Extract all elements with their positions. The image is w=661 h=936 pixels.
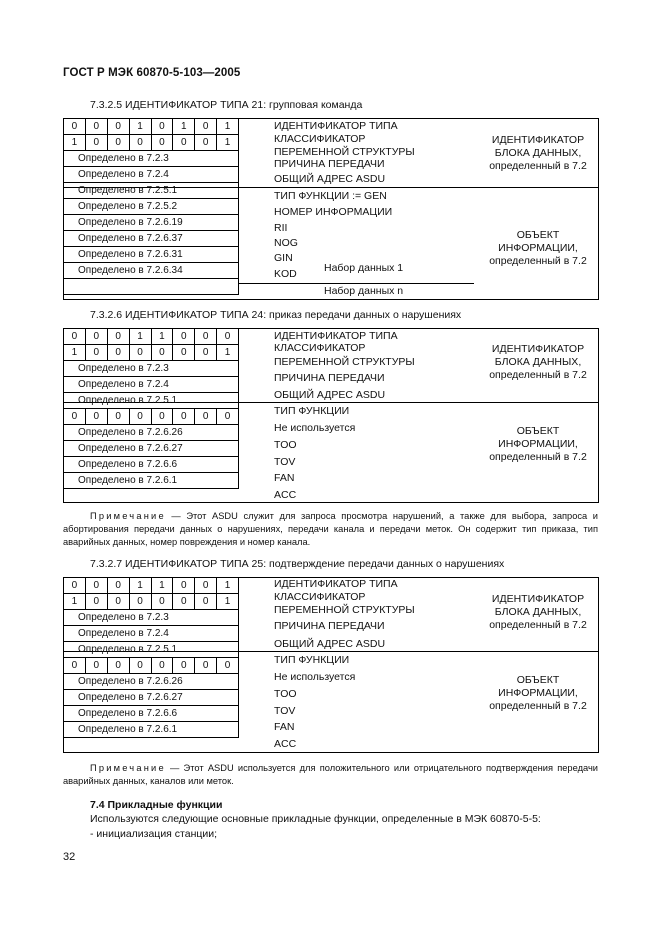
field-label: ТИП ФУНКЦИИ [274,405,350,417]
note-text: — Этот ASDU используется для положительного или отрицательного подтверждения передачи аварийных данных, каналов или меток. [63,763,598,786]
field-label: КЛАССИФИКАТОР [274,591,366,603]
bit-cell: 1 [173,119,195,135]
body-text: Используются следующие основные прикладные функции, определенные в МЭК 60870-5-5: [90,813,541,825]
ref-cell: Определено в 7.2.5.1 [64,642,239,658]
note-text: — Этот ASDU служит для запроса просмотра нарушений, а также для выбора, запроса и абортирования передачи данных о нарушениях, передачи канала и передачи меток. Он содержит тип приказа, тип аварийных данных, номер повреждения и номер канала. [63,511,598,547]
field-label: ОБЩИЙ АДРЕС ASDU [274,638,386,650]
ref-cell: Определено в 7.2.6.37 [64,231,239,247]
bit-table [63,118,239,295]
bit-cell: 0 [173,345,195,361]
ref-cell: Определено в 7.2.3 [64,151,239,167]
field-label: КЛАССИФИКАТОР [274,133,366,145]
bit-cell: 0 [64,329,86,345]
field-label: Не используется [274,671,356,683]
right-text: ОБЪЕКТ [516,229,560,241]
bit-cell: 0 [195,409,217,425]
right-text: определенный в 7.2 [489,619,587,631]
field-label: TOV [274,705,296,717]
bit-cell: 1 [129,329,151,345]
ref-cell: Определено в 7.2.6.6 [64,457,239,473]
right-text: определенный в 7.2 [489,255,587,267]
bit-cell: 0 [173,658,195,674]
ref-cell: Определено в 7.2.6.34 [64,263,239,279]
bit-cell: 0 [173,329,195,345]
field-label: ОБЩИЙ АДРЕС ASDU [274,389,386,401]
field-label: ПЕРЕМЕННОЙ СТРУКТУРЫ [274,146,415,158]
ref-cell: Определено в 7.2.5.1 [64,393,239,409]
bit-cell: 0 [195,119,217,135]
bit-cell: 0 [195,345,217,361]
dataset-label: Набор данных 1 [324,262,404,274]
note-label: Примечание [90,511,166,521]
right-text: ИДЕНТИФИКАТОР [491,343,585,355]
bit-cell: 0 [151,345,173,361]
bit-cell: 0 [85,135,107,151]
right-text: определенный в 7.2 [489,160,587,172]
bit-cell: 0 [107,135,129,151]
right-text: определенный в 7.2 [489,369,587,381]
bit-cell: 0 [173,594,195,610]
bit-cell: 1 [151,329,173,345]
bit-cell: 1 [217,345,239,361]
bit-cell: 0 [129,594,151,610]
bit-cell: 1 [64,135,86,151]
body-text: - инициализация станции; [90,828,218,840]
bit-cell: 0 [107,658,129,674]
bit-cell: 0 [151,594,173,610]
ref-cell: Определено в 7.2.6.27 [64,441,239,457]
right-text: ИНФОРМАЦИИ, [498,687,578,699]
field-label: ИДЕНТИФИКАТОР ТИПА [274,330,398,342]
ref-cell: Определено в 7.2.6.27 [64,690,239,706]
bit-cell: 0 [129,658,151,674]
dataset-label: Набор данных n [324,285,404,297]
bit-table [63,577,239,738]
bit-cell: 1 [217,578,239,594]
bit-cell: 0 [85,594,107,610]
field-label: КЛАССИФИКАТОР [274,342,366,354]
ref-cell: Определено в 7.2.5.2 [64,199,239,215]
field-label: ACC [274,738,297,750]
section-title-7-3-2-7: 7.3.2.7 ИДЕНТИФИКАТОР ТИПА 25: подтверждение передачи данных о нарушениях [90,558,505,570]
field-label: GIN [274,252,293,264]
section-title-7-4: 7.4 Прикладные функции [90,799,223,811]
field-label: TOO [274,688,297,700]
field-label: ACC [274,489,297,501]
bit-cell: 0 [173,578,195,594]
right-text: ИДЕНТИФИКАТОР [491,134,585,146]
information-object-note [478,674,598,713]
right-text: ИДЕНТИФИКАТОР [491,593,585,605]
ref-cell: Определено в 7.2.6.26 [64,425,239,441]
bit-cell: 0 [129,345,151,361]
bit-cell: 0 [107,578,129,594]
field-label: ПЕРЕМЕННОЙ СТРУКТУРЫ [274,604,415,616]
bit-cell: 0 [64,658,86,674]
bit-cell: 0 [195,135,217,151]
bit-cell: 0 [85,329,107,345]
ref-cell: Определено в 7.2.6.1 [64,473,239,489]
section-title-7-3-2-6: 7.3.2.6 ИДЕНТИФИКАТОР ТИПА 24: приказ передачи данных о нарушениях [90,309,462,321]
divider [238,283,474,284]
ref-cell: Определено в 7.2.6.19 [64,215,239,231]
bit-cell: 1 [129,578,151,594]
bit-table [63,328,239,489]
field-label: ПРИЧИНА ПЕРЕДАЧИ [274,372,385,384]
bit-cell: 0 [195,578,217,594]
field-label: ТИП ФУНКЦИИ := GEN [274,190,387,202]
field-label: ПЕРЕМЕННОЙ СТРУКТУРЫ [274,356,415,368]
data-unit-identifier-note [478,593,598,632]
field-label: TOO [274,439,297,451]
bit-cell: 1 [217,135,239,151]
page-number: 32 [63,851,76,863]
note-paragraph [63,762,598,788]
empty-cell [64,279,239,295]
bit-cell: 0 [195,329,217,345]
bit-cell: 1 [129,119,151,135]
bit-cell: 0 [129,135,151,151]
bit-cell: 1 [217,594,239,610]
right-text: определенный в 7.2 [489,451,587,463]
bit-cell: 1 [64,345,86,361]
bit-cell: 0 [107,594,129,610]
field-label: ПРИЧИНА ПЕРЕДАЧИ [274,620,385,632]
field-label: ИДЕНТИФИКАТОР ТИПА [274,578,398,590]
bit-cell: 0 [85,658,107,674]
bit-cell: 0 [129,409,151,425]
note-label: Примечание [90,763,166,773]
ref-cell: Определено в 7.2.4 [64,167,239,183]
bit-cell: 0 [64,578,86,594]
right-text: ИНФОРМАЦИИ, [498,242,578,254]
bit-cell: 0 [151,119,173,135]
information-object-note [478,425,598,464]
right-text: ОБЪЕКТ [516,425,560,437]
bit-cell: 0 [64,409,86,425]
field-label: ИДЕНТИФИКАТОР ТИПА [274,120,398,132]
bit-cell: 0 [151,409,173,425]
ref-cell: Определено в 7.2.4 [64,377,239,393]
bit-cell: 0 [217,658,239,674]
bit-cell: 0 [195,658,217,674]
ref-cell: Определено в 7.2.4 [64,626,239,642]
field-label: FAN [274,472,295,484]
bit-cell: 0 [217,409,239,425]
section-title-7-3-2-5: 7.3.2.5 ИДЕНТИФИКАТОР ТИПА 21: групповая команда [90,99,363,111]
field-label: NOG [274,237,298,249]
field-label: ОБЩИЙ АДРЕС ASDU [274,173,386,185]
bit-cell: 0 [195,594,217,610]
bit-cell: 0 [173,135,195,151]
field-label: KOD [274,268,297,280]
ref-cell: Определено в 7.2.6.1 [64,722,239,738]
bit-cell: 0 [151,658,173,674]
right-text: БЛОКА ДАННЫХ, [494,147,582,159]
bit-cell: 1 [151,578,173,594]
field-label: FAN [274,721,295,733]
ref-cell: Определено в 7.2.6.31 [64,247,239,263]
bit-cell: 0 [107,329,129,345]
data-unit-identifier-note [478,343,598,382]
ref-cell: Определено в 7.2.3 [64,610,239,626]
bit-cell: 1 [217,119,239,135]
ref-cell: Определено в 7.2.6.26 [64,674,239,690]
field-label: RII [274,222,288,234]
bit-cell: 0 [85,578,107,594]
field-label: ТИП ФУНКЦИИ [274,654,350,666]
bit-cell: 1 [64,594,86,610]
right-text: определенный в 7.2 [489,700,587,712]
bit-cell: 0 [107,409,129,425]
document-header: ГОСТ Р МЭК 60870-5-103—2005 [63,67,241,79]
field-label: НОМЕР ИНФОРМАЦИИ [274,206,393,218]
bit-cell: 0 [173,409,195,425]
bit-cell: 0 [85,119,107,135]
right-text: БЛОКА ДАННЫХ, [494,606,582,618]
field-label: Не используется [274,422,356,434]
right-text: ОБЪЕКТ [516,674,560,686]
ref-cell: Определено в 7.2.6.6 [64,706,239,722]
note-paragraph [63,510,598,549]
ref-cell: Определено в 7.2.5.1 [64,183,239,199]
bit-cell: 0 [107,119,129,135]
bit-cell: 0 [107,345,129,361]
field-label: TOV [274,456,296,468]
right-text: БЛОКА ДАННЫХ, [494,356,582,368]
bit-cell: 0 [64,119,86,135]
right-text: ИНФОРМАЦИИ, [498,438,578,450]
field-label: ПРИЧИНА ПЕРЕДАЧИ [274,158,385,170]
data-unit-identifier-note [478,134,598,173]
ref-cell: Определено в 7.2.3 [64,361,239,377]
bit-cell: 0 [151,135,173,151]
bit-cell: 0 [85,345,107,361]
bit-cell: 0 [85,409,107,425]
information-object-note [478,229,598,268]
bit-cell: 0 [217,329,239,345]
